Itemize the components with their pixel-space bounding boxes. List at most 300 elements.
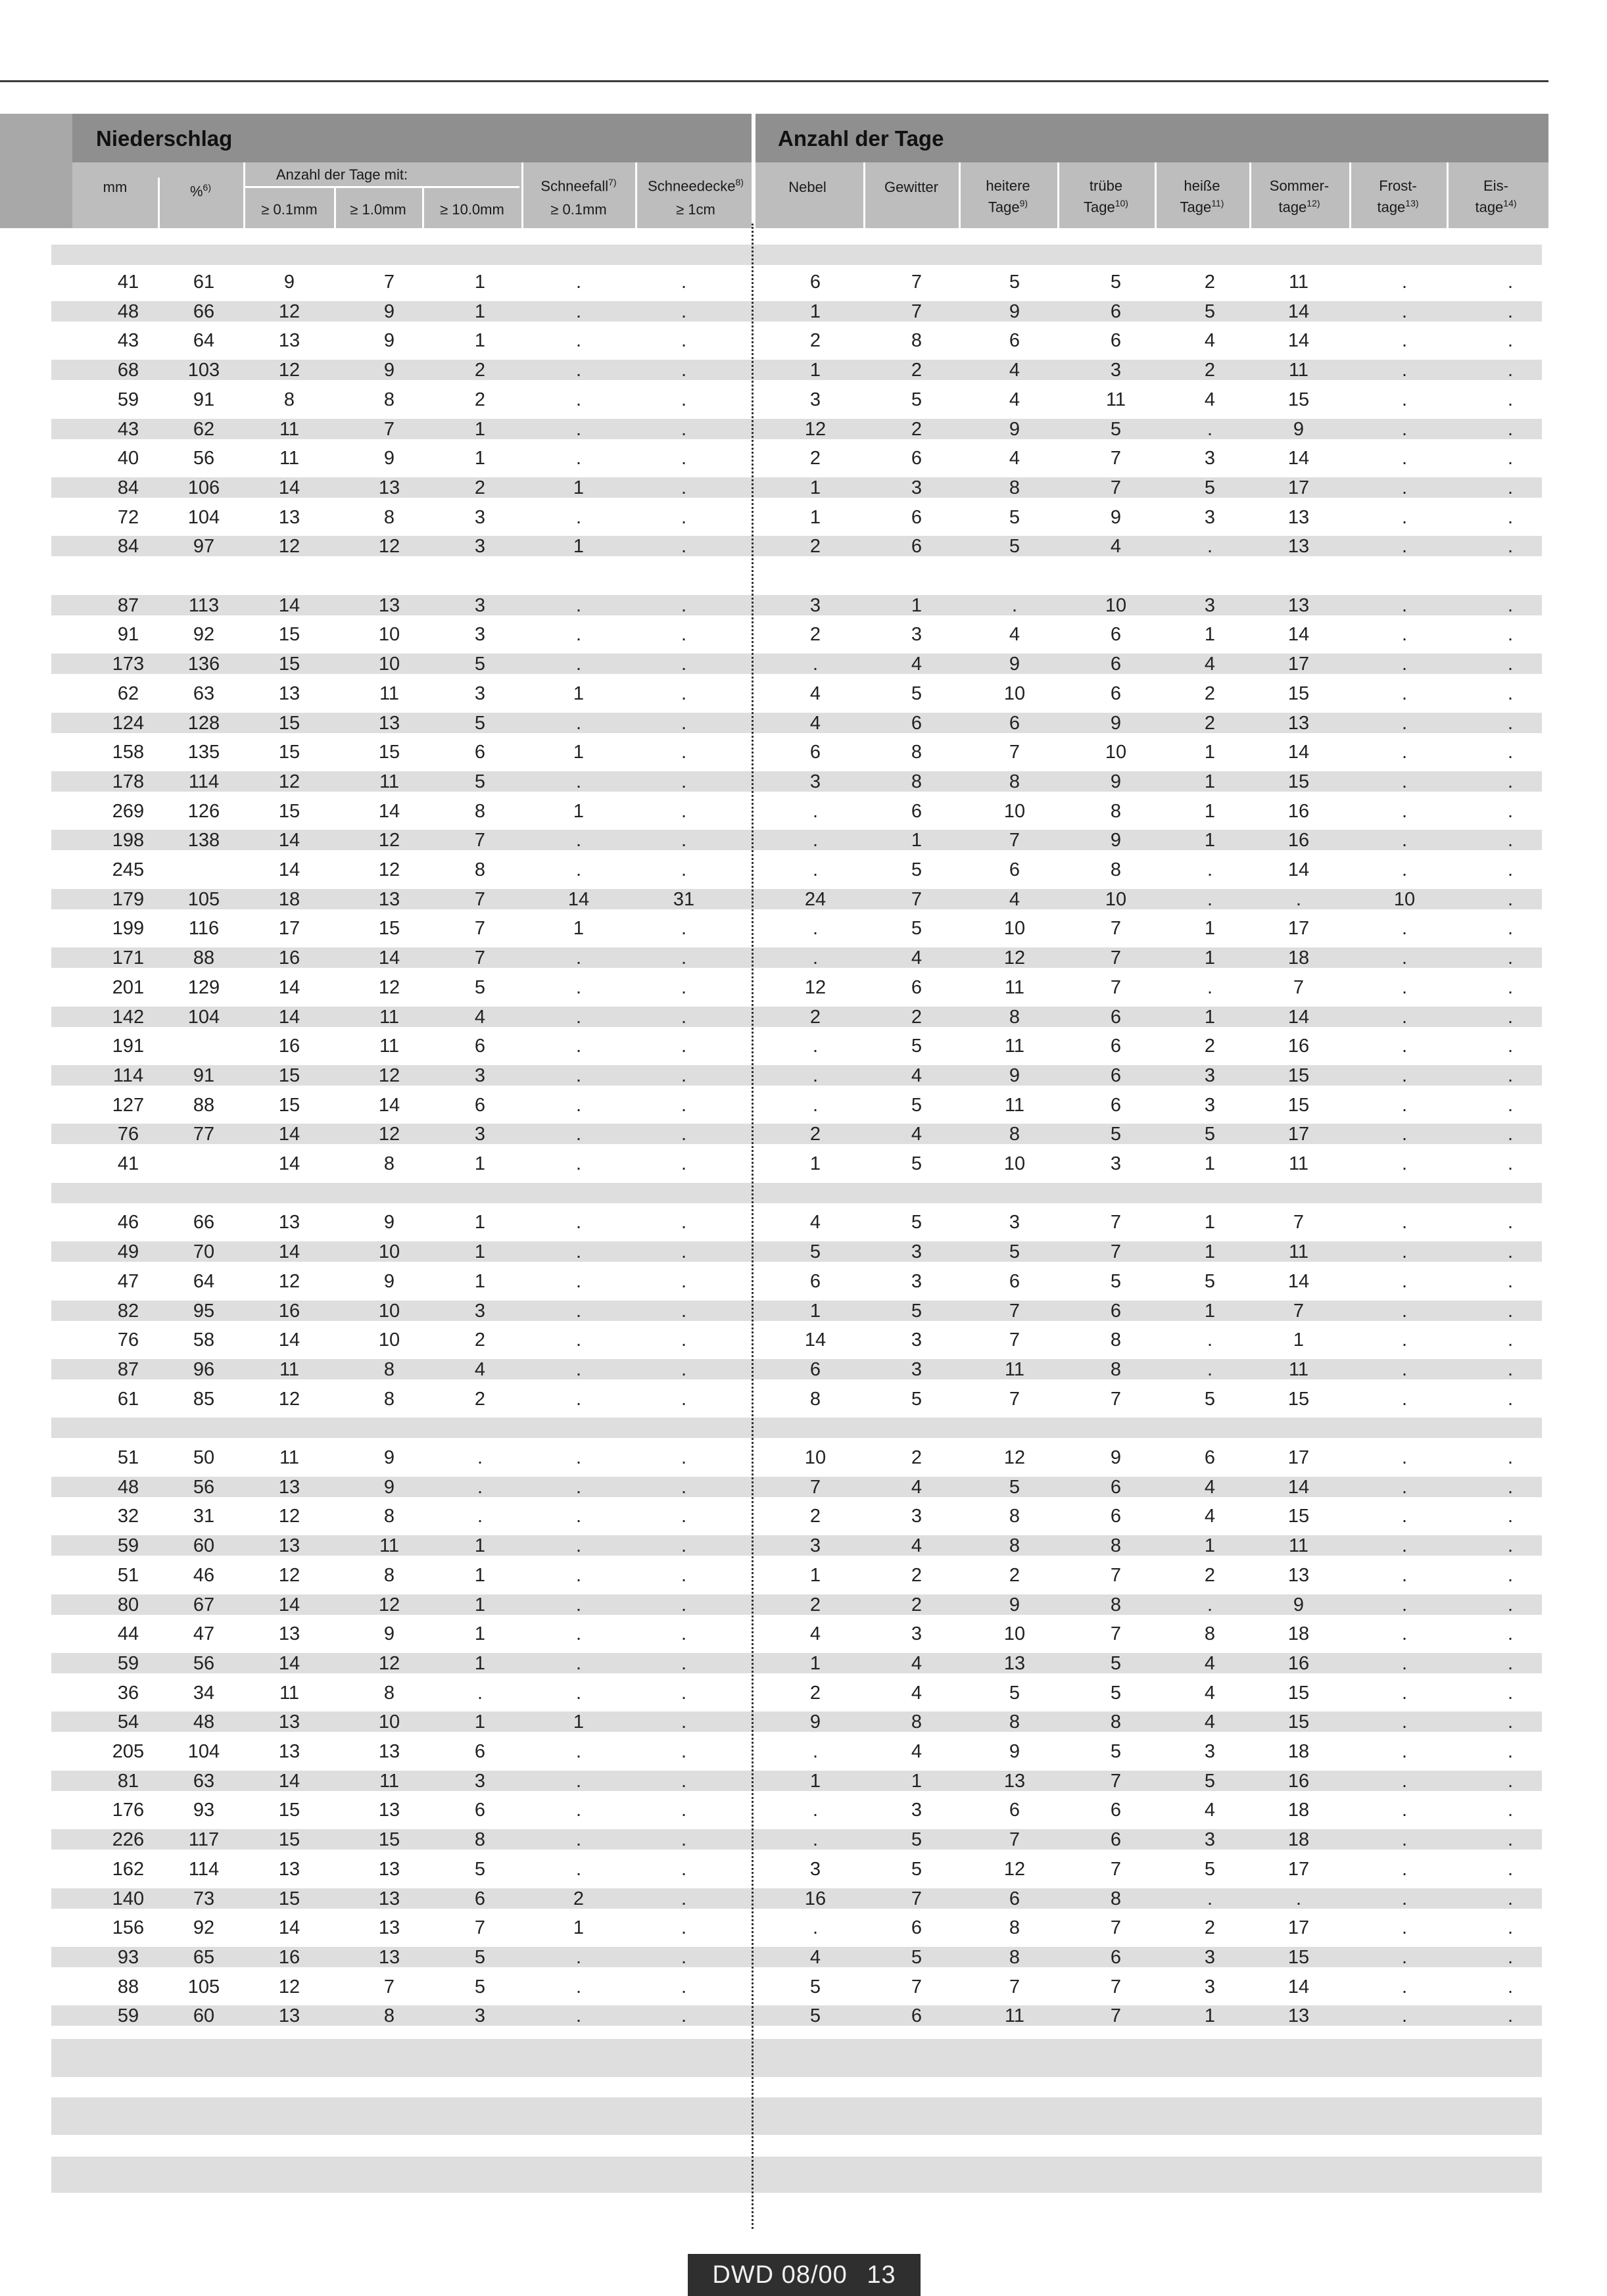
table-cell: 17 xyxy=(1287,1917,1310,1939)
table-cell: 2 xyxy=(911,1447,923,1468)
table-cell: . xyxy=(1401,389,1408,410)
table-cell: 1 xyxy=(911,594,923,616)
table-cell: 8 xyxy=(474,859,486,880)
table-cell: 7 xyxy=(1293,1212,1305,1233)
table-cell: . xyxy=(1401,624,1408,646)
table-cell: . xyxy=(1507,1652,1514,1674)
table-cell: . xyxy=(681,477,687,498)
table-cell: 13 xyxy=(378,1800,400,1821)
table-cell: 61 xyxy=(193,272,215,293)
table-cell: . xyxy=(575,1741,582,1762)
table-cell: 3 xyxy=(911,1506,923,1527)
table-row xyxy=(0,1767,1607,1796)
table-cell: 15 xyxy=(278,1800,300,1821)
table-cell: 4 xyxy=(1009,448,1020,469)
table-cell: 14 xyxy=(278,976,300,998)
table-row xyxy=(0,1649,1607,1678)
table-cell: 4 xyxy=(911,1682,923,1704)
table-cell: 14 xyxy=(278,594,300,616)
table-cell: 106 xyxy=(187,477,220,498)
table-cell: 43 xyxy=(117,330,139,352)
table-cell: 62 xyxy=(117,682,139,704)
table-cell: 59 xyxy=(117,1535,139,1557)
table-cell: . xyxy=(1401,1064,1408,1086)
table-cell: . xyxy=(812,830,819,851)
table-cell: . xyxy=(1507,682,1514,704)
table-cell: 6 xyxy=(809,742,821,763)
table-cell: 10 xyxy=(1003,918,1026,940)
table-cell: 5 xyxy=(911,1829,923,1851)
table-row xyxy=(0,1943,1607,1972)
column-header xyxy=(529,174,628,218)
table-cell: 5 xyxy=(474,1858,486,1880)
table-cell: 104 xyxy=(187,1006,220,1028)
table-cell: . xyxy=(575,1564,582,1586)
table-cell: 12 xyxy=(278,1506,300,1527)
table-cell: 12 xyxy=(1003,1447,1026,1468)
table-cell: 6 xyxy=(1110,1094,1122,1116)
table-cell: 1 xyxy=(573,742,585,763)
table-cell: . xyxy=(681,1800,687,1821)
table-cell: . xyxy=(575,1212,582,1233)
table-cell: 11 xyxy=(379,1036,400,1057)
table-cell: . xyxy=(575,1447,582,1468)
table-cell: 10 xyxy=(804,1447,827,1468)
table-cell: . xyxy=(681,1270,687,1292)
table-cell: . xyxy=(1401,360,1408,381)
table-cell: 2 xyxy=(474,477,486,498)
table-cell: 198 xyxy=(112,830,145,851)
table-row xyxy=(0,855,1607,884)
table-cell: 1 xyxy=(1293,1329,1305,1351)
table-cell: . xyxy=(1401,2005,1408,2027)
table-cell: 1 xyxy=(1204,1300,1216,1322)
table-cell: 4 xyxy=(1204,330,1216,352)
table-cell: 3 xyxy=(911,1623,923,1645)
table-cell: 92 xyxy=(193,1917,215,1939)
table-cell: 13 xyxy=(1003,1770,1026,1792)
table-cell: . xyxy=(1507,1006,1514,1028)
table-cell: 6 xyxy=(911,448,923,469)
table-cell: . xyxy=(575,594,582,616)
table-row xyxy=(0,1443,1607,1472)
table-cell: 4 xyxy=(809,1946,821,1968)
table-cell: 7 xyxy=(1009,1388,1020,1410)
table-cell: . xyxy=(1507,536,1514,558)
table-cell: 269 xyxy=(112,800,145,822)
table-cell: 1 xyxy=(474,1564,486,1586)
table-cell: . xyxy=(1507,800,1514,822)
table-cell: . xyxy=(812,800,819,822)
table-cell: 2 xyxy=(809,448,821,469)
table-cell: 14 xyxy=(1287,742,1310,763)
table-cell: 7 xyxy=(1110,1976,1122,1997)
footer-badge-text: DWD 08/00 xyxy=(712,2261,848,2289)
table-cell: 5 xyxy=(1009,1682,1020,1704)
table-cell: 5 xyxy=(809,1976,821,1997)
table-cell: 15 xyxy=(1287,1946,1310,1968)
table-row xyxy=(0,503,1607,532)
table-cell: 3 xyxy=(1009,1212,1020,1233)
table-cell: 14 xyxy=(278,1006,300,1028)
table-cell: 14 xyxy=(1287,1270,1310,1292)
table-cell: 1 xyxy=(911,830,923,851)
table-cell: 15 xyxy=(1287,682,1310,704)
table-cell: . xyxy=(681,448,687,469)
row-band xyxy=(51,2172,1542,2193)
table-row xyxy=(0,473,1607,502)
table-cell: 7 xyxy=(809,1476,821,1498)
table-cell: 11 xyxy=(279,1447,300,1468)
table-cell: 13 xyxy=(278,506,300,528)
column-header-label: Frost- xyxy=(1379,178,1417,194)
table-cell: 80 xyxy=(117,1594,139,1615)
column-header xyxy=(1447,178,1545,216)
table-cell: 1 xyxy=(1204,2005,1216,2027)
table-cell: 10 xyxy=(1105,594,1127,616)
table-cell: . xyxy=(1507,1329,1514,1351)
table-cell: . xyxy=(1207,1358,1213,1380)
table-cell: 6 xyxy=(1110,654,1122,675)
hdr-divider xyxy=(959,162,961,228)
table-cell: 8 xyxy=(1110,800,1122,822)
table-cell: 7 xyxy=(911,888,923,910)
table-cell: 14 xyxy=(278,1124,300,1145)
column-header xyxy=(329,201,427,218)
table-cell: 7 xyxy=(1110,1241,1122,1263)
table-cell: 3 xyxy=(474,1770,486,1792)
table-cell: 4 xyxy=(1009,389,1020,410)
table-cell: . xyxy=(681,1976,687,1997)
table-cell: . xyxy=(1507,1124,1514,1145)
table-cell: 11 xyxy=(1288,1241,1309,1263)
table-cell: 127 xyxy=(112,1094,145,1116)
table-cell: . xyxy=(575,1506,582,1527)
table-cell: 17 xyxy=(1287,477,1310,498)
table-cell: 7 xyxy=(383,418,395,440)
table-row xyxy=(0,1326,1607,1354)
table-cell: 1 xyxy=(474,448,486,469)
table-cell: . xyxy=(681,682,687,704)
column-header-label: %$^{6)}$ xyxy=(189,182,211,200)
table-cell: . xyxy=(681,418,687,440)
table-cell: . xyxy=(1507,1741,1514,1762)
table-cell: 12 xyxy=(378,976,400,998)
table-cell: 13 xyxy=(278,1711,300,1733)
table-cell: . xyxy=(1507,1711,1514,1733)
table-row xyxy=(0,1355,1607,1384)
table-cell: 4 xyxy=(911,654,923,675)
table-cell: 1 xyxy=(474,1270,486,1292)
table-cell: 104 xyxy=(187,1741,220,1762)
table-cell: 13 xyxy=(378,1858,400,1880)
table-cell: 6 xyxy=(1009,712,1020,734)
table-cell: . xyxy=(681,1506,687,1527)
table-cell: 13 xyxy=(278,1212,300,1233)
table-cell: 93 xyxy=(117,1946,139,1968)
table-cell: 41 xyxy=(117,1153,139,1174)
table-cell: . xyxy=(575,1153,582,1174)
table-cell: 88 xyxy=(193,1094,215,1116)
table-cell: 7 xyxy=(1110,1623,1122,1645)
table-cell: 4 xyxy=(474,1006,486,1028)
table-cell: . xyxy=(575,1388,582,1410)
table-cell: 12 xyxy=(278,360,300,381)
table-cell: 2 xyxy=(1204,712,1216,734)
table-cell: 12 xyxy=(804,418,827,440)
table-cell: . xyxy=(681,742,687,763)
table-cell: 4 xyxy=(911,1535,923,1557)
table-cell: . xyxy=(681,976,687,998)
table-cell: . xyxy=(681,1094,687,1116)
table-cell: . xyxy=(812,947,819,969)
table-cell: 12 xyxy=(278,1270,300,1292)
table-cell: 47 xyxy=(193,1623,215,1645)
table-cell: 1 xyxy=(809,360,821,381)
table-cell: 1 xyxy=(809,506,821,528)
table-cell: 15 xyxy=(1287,1064,1310,1086)
table-cell: . xyxy=(1507,1829,1514,1851)
table-row xyxy=(0,650,1607,679)
table-cell: 7 xyxy=(1110,918,1122,940)
table-cell: 3 xyxy=(911,477,923,498)
table-cell: . xyxy=(1507,976,1514,998)
table-cell: 126 xyxy=(187,800,220,822)
table-cell: 16 xyxy=(1287,1036,1310,1057)
table-cell: . xyxy=(1401,1036,1408,1057)
table-cell: 191 xyxy=(112,1036,145,1057)
table-cell: 1 xyxy=(809,1564,821,1586)
table-cell: 2 xyxy=(809,1506,821,1527)
table-cell: 64 xyxy=(193,330,215,352)
table-cell: 15 xyxy=(378,1829,400,1851)
table-cell: 91 xyxy=(193,389,215,410)
table-cell: . xyxy=(681,1476,687,1498)
column-header xyxy=(1349,178,1447,216)
table-cell: 1 xyxy=(474,418,486,440)
table-cell: 9 xyxy=(1009,1741,1020,1762)
table-cell: 9 xyxy=(1009,418,1020,440)
column-header-label: heiße xyxy=(1184,178,1220,194)
table-cell: . xyxy=(1401,1358,1408,1380)
table-cell: 11 xyxy=(1288,272,1309,293)
table-cell: 5 xyxy=(809,1241,821,1263)
table-cell: 36 xyxy=(117,1682,139,1704)
table-cell: 49 xyxy=(117,1241,139,1263)
table-cell: 142 xyxy=(112,1006,145,1028)
table-row xyxy=(0,1061,1607,1090)
table-cell: . xyxy=(681,771,687,792)
table-cell: 9 xyxy=(383,1447,395,1468)
table-cell: 1 xyxy=(474,1711,486,1733)
table-cell: 5 xyxy=(911,389,923,410)
table-cell: 7 xyxy=(1009,830,1020,851)
table-cell: . xyxy=(575,1682,582,1704)
table-cell: 2 xyxy=(911,360,923,381)
table-row xyxy=(0,709,1607,738)
table-row xyxy=(0,1619,1607,1648)
table-row xyxy=(0,444,1607,473)
table-cell: . xyxy=(812,1917,819,1939)
table-row xyxy=(0,1120,1607,1149)
table-cell: 2 xyxy=(1204,1036,1216,1057)
table-cell: 63 xyxy=(193,1770,215,1792)
table-cell: 9 xyxy=(1110,712,1122,734)
table-cell: . xyxy=(1507,1564,1514,1586)
table-cell: 8 xyxy=(911,742,923,763)
table-cell: . xyxy=(681,1682,687,1704)
table-row xyxy=(0,826,1607,855)
table-cell: 5 xyxy=(474,712,486,734)
table-cell: 8 xyxy=(911,330,923,352)
table-cell: . xyxy=(1507,1064,1514,1086)
table-cell: . xyxy=(1507,1594,1514,1615)
table-cell: . xyxy=(681,624,687,646)
column-header xyxy=(1250,178,1349,216)
table-cell: 1 xyxy=(1204,1241,1216,1263)
column-header-label: Gewitter xyxy=(884,179,938,195)
table-row xyxy=(0,1385,1607,1414)
table-cell: . xyxy=(681,594,687,616)
table-row xyxy=(0,1003,1607,1032)
table-cell: 1 xyxy=(809,477,821,498)
table-cell: 2 xyxy=(911,1006,923,1028)
table-cell: 14 xyxy=(278,1241,300,1263)
table-cell: 129 xyxy=(187,976,220,998)
table-cell: . xyxy=(1507,771,1514,792)
table-cell: 51 xyxy=(117,1447,139,1468)
table-cell: 13 xyxy=(378,712,400,734)
table-cell: 47 xyxy=(117,1270,139,1292)
table-cell: 16 xyxy=(278,1946,300,1968)
table-cell: 6 xyxy=(1009,1800,1020,1821)
table-row xyxy=(0,1297,1607,1326)
table-cell: . xyxy=(812,1741,819,1762)
table-cell: 8 xyxy=(383,389,395,410)
table-cell: . xyxy=(575,1094,582,1116)
table-cell: 7 xyxy=(1110,477,1122,498)
table-cell: 17 xyxy=(1287,1447,1310,1468)
row-band xyxy=(51,2057,1542,2077)
table-cell: 179 xyxy=(112,888,145,910)
table-cell: 14 xyxy=(278,1329,300,1351)
table-cell: 171 xyxy=(112,947,145,969)
table-cell: 9 xyxy=(383,360,395,381)
table-cell: 7 xyxy=(911,300,923,322)
table-cell: . xyxy=(1207,859,1213,880)
table-cell: . xyxy=(1401,1006,1408,1028)
table-cell: . xyxy=(1507,1800,1514,1821)
header-left-shade xyxy=(0,114,72,228)
table-cell: . xyxy=(1401,448,1408,469)
table-cell: 10 xyxy=(378,1329,400,1351)
table-cell: . xyxy=(575,1006,582,1028)
table-cell: 10 xyxy=(1003,682,1026,704)
table-cell: 1 xyxy=(474,300,486,322)
table-row xyxy=(0,1267,1607,1296)
table-cell: 13 xyxy=(1287,712,1310,734)
table-cell: . xyxy=(681,1888,687,1909)
table-cell: 2 xyxy=(809,536,821,558)
table-cell: 13 xyxy=(1287,1564,1310,1586)
table-cell: 1 xyxy=(1204,1212,1216,1233)
table-cell: . xyxy=(681,1711,687,1733)
table-cell: . xyxy=(575,1036,582,1057)
table-cell: 5 xyxy=(911,1388,923,1410)
table-cell: . xyxy=(1507,1153,1514,1174)
table-cell: 14 xyxy=(1287,1976,1310,1997)
table-cell: 162 xyxy=(112,1858,145,1880)
table-cell: 6 xyxy=(1110,1036,1122,1057)
table-cell: 1 xyxy=(809,1652,821,1674)
table-cell: 13 xyxy=(378,1741,400,1762)
table-cell: 8 xyxy=(383,1358,395,1380)
column-header xyxy=(758,179,857,196)
table-cell: . xyxy=(1401,1241,1408,1263)
table-cell: 5 xyxy=(911,1094,923,1116)
table-cell: . xyxy=(681,859,687,880)
table-cell: . xyxy=(681,1741,687,1762)
table-cell: 14 xyxy=(1287,859,1310,880)
table-cell: 15 xyxy=(1287,1094,1310,1116)
table-cell: 1 xyxy=(1204,1006,1216,1028)
table-cell: . xyxy=(477,1506,483,1527)
table-cell: 3 xyxy=(474,682,486,704)
table-cell: 31 xyxy=(673,888,695,910)
table-cell: . xyxy=(681,1300,687,1322)
table-cell: 7 xyxy=(1009,1300,1020,1322)
table-cell: 8 xyxy=(383,1506,395,1527)
table-cell: 66 xyxy=(193,300,215,322)
table-cell: 31 xyxy=(193,1506,215,1527)
table-cell: 6 xyxy=(911,800,923,822)
table-cell: 4 xyxy=(1110,536,1122,558)
table-cell: 4 xyxy=(1204,1476,1216,1498)
table-cell: 6 xyxy=(1110,1800,1122,1821)
table-cell: 11 xyxy=(1004,1358,1025,1380)
table-cell: . xyxy=(1401,536,1408,558)
table-cell: 8 xyxy=(1110,1711,1122,1733)
table-cell: 72 xyxy=(117,506,139,528)
table-cell: . xyxy=(1507,1300,1514,1322)
column-header xyxy=(151,179,250,200)
table-cell: 70 xyxy=(193,1241,215,1263)
table-cell: 2 xyxy=(809,1594,821,1615)
table-cell: 8 xyxy=(1009,1006,1020,1028)
table-cell: 5 xyxy=(911,1300,923,1322)
table-cell: 16 xyxy=(278,947,300,969)
table-cell: 11 xyxy=(379,682,400,704)
table-cell: 15 xyxy=(278,800,300,822)
table-cell: . xyxy=(1507,389,1514,410)
table-cell: 5 xyxy=(911,918,923,940)
table-cell: 1 xyxy=(809,300,821,322)
table-cell: . xyxy=(477,1447,483,1468)
column-header-label2: Tage$^{10)}$ xyxy=(1084,198,1128,216)
table-cell: 6 xyxy=(911,506,923,528)
table-cell: 105 xyxy=(187,888,220,910)
table-cell: 3 xyxy=(911,1270,923,1292)
table-cell: 10 xyxy=(378,624,400,646)
table-cell: 8 xyxy=(911,771,923,792)
table-cell: 3 xyxy=(1204,1976,1216,1997)
table-cell: . xyxy=(681,1358,687,1380)
column-header-label: trübe xyxy=(1089,178,1123,194)
table-cell: 7 xyxy=(474,918,486,940)
table-cell: . xyxy=(681,1153,687,1174)
table-row xyxy=(0,1032,1607,1061)
column-header-label: Schneefall$^{7)}$ xyxy=(540,177,617,195)
